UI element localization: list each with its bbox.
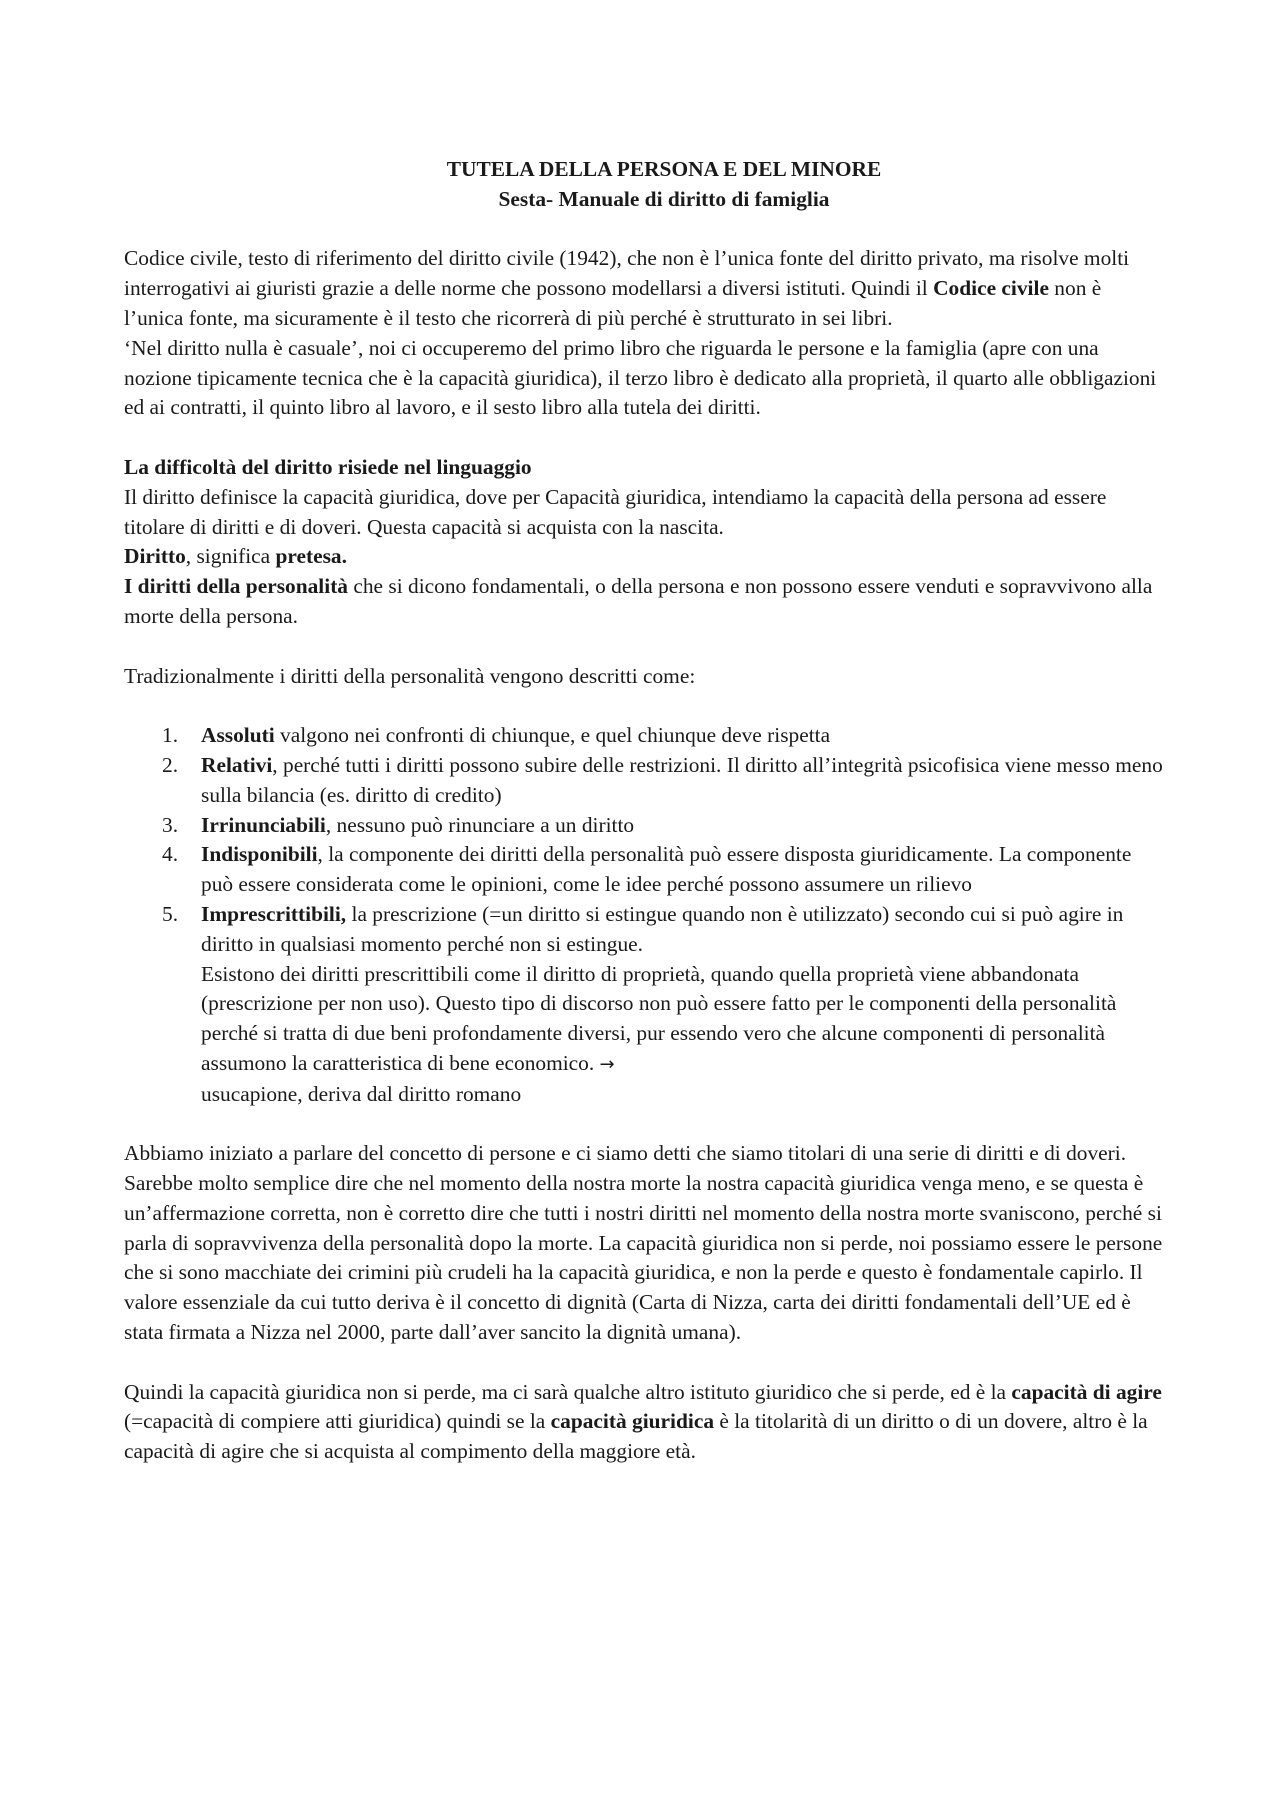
title-block [164,155,1164,215]
list-extra-text: Esistono dei diritti prescrittibili come il diritto di proprietà, quando quella proprietà viene abbandonata (prescrizione per non uso). Questo tipo di discorso non può essere fatto per le componenti della personalità perché si tratta di due beni profondamente diversi, pur essendo vero che alcune componenti di personalità assumono la caratteristica di bene economico. [201,961,1117,1075]
section2-paragraph-1: Abbiamo iniziato a parlare del concetto di persone e ci siamo detti che siamo titolari di una serie di diritti e di doveri. Sarebbe molto semplice dire che nel momento della nostra morte la nostra capacità giuridica venga meno, e se questa è un’affermazione corretta, non è corretto dire che tutti i nostri diritti nel momento della nostra morte svaniscono, perché si parla di sopravvivenza della personalità dopo la morte. La capacità giuridica non si perde, noi possiamo essere le persone che si sono macchiate dei crimini più crudeli ha la capacità giuridica, e non la perde e questo è fondamentale capirlo. Il valore essenziale da cui tutto deriva è il concetto di dignità (Carta di Nizza, carta dei diritti fondamentali dell’UE ed è stata firmata a Nizza nel 2000, parte dall’aver sancito la dignità umana). [124,1141,1163,1345]
text-mid: , significa [185,544,276,569]
list-item [124,721,1164,751]
list-text: , perché tutti i diritti possono subire delle restrizioni. Il diritto all’integrità psicofisica viene messo meno sulla bilancia (es. diritto di credito) [201,752,1163,807]
list-intro: Tradizionalmente i diritti della personalità vengono descritti come: [124,663,696,688]
section1-paragraph-2 [124,542,1164,572]
list-number: 2. [162,752,179,777]
intro-text-end: non è l’unica fonte, ma sicuramente è il testo che ricorrerà di più perché è strutturato in sei libri. [124,276,1102,330]
bold-diritto: Diritto [124,544,186,569]
document-page [124,155,1164,1467]
section1-paragraph-3 [124,572,1164,632]
list-number: 5. [162,901,179,926]
bold-capacita-giuridica: capacità giuridica [550,1409,715,1434]
section1-paragraph-1: Il diritto definisce la capacità giuridica, dove per Capacità giuridica, intendiamo la capacità della persona ad essere titolare di diritti e di doveri. Questa capacità si acquista con la nascita. [124,484,1107,539]
list-extra-end: usucapione, deriva dal diritto romano [201,1081,522,1106]
list-item [124,900,1164,1110]
arrow-right-icon: → [599,1053,615,1075]
list-term: Indisponibili [201,842,318,867]
intro-paragraph-2: ‘Nel diritto nulla è casuale’, noi ci occuperemo del primo libro che riguarda le persone e la famiglia (apre con una nozione tipicamente tecnica che è la capacità giuridica), il terzo libro è dedicato alla proprietà, il quarto alle obbligazioni ed ai contratti, il quinto libro al lavoro, e il sesto libro alla tutela dei diritti. [124,335,1157,420]
section-heading-linguaggio [124,453,1164,483]
list-term: Relativi [201,752,273,777]
text-c: è la titolarità di un diritto o di un dovere, altro è la capacità di agire che si acquista al compimento della maggiore età. [124,1409,1148,1464]
intro-bold-codice-civile: Codice civile [933,276,1049,301]
text-a: Quindi la capacità giuridica non si perde, ma ci sarà qualche altro istituto giuridico che si perde, ed è la [124,1379,1012,1404]
list-item [124,840,1164,900]
list-text: , la componente dei diritti della personalità può essere disposta giuridicamente. La componente può essere considerata come le opinioni, come le idee perché possono assumere un rilievo [201,842,1132,897]
bold-pretesa: pretesa. [275,544,347,569]
intro-paragraph-1 [124,244,1164,333]
list-number: 4. [162,842,179,867]
intro-text: Codice civile, testo di riferimento del diritto civile (1942), che non è l’unica fonte del diritto privato, ma risolve molti interrogativi ai giuristi grazie a delle norme che possono modellarsi a diversi istituti. Quindi il [124,246,1130,301]
list-term: Irrinunciabili [201,812,326,837]
list-text: , nessuno può rinunciare a un diritto [325,812,635,837]
text-rest: che si dicono fondamentali, o della persona e non possono essere venduti e sopravvivono alla morte della persona. [124,574,1153,628]
document-subtitle: Sesta- Manuale di diritto di famiglia [498,186,830,211]
bold-diritti-personalita: I diritti della personalità [124,574,349,599]
list-text: valgono nei confronti di chiunque, e quel chiunque deve rispetta [274,723,831,748]
list-item [124,751,1164,811]
document-title: TUTELA DELLA PERSONA E DEL MINORE [446,157,882,181]
bold-capacita-agire: capacità di agire [1011,1379,1162,1404]
list-number: 3. [162,812,179,837]
list-number: 1. [162,723,179,748]
heading-text: La difficoltà del diritto risiede nel linguaggio [124,454,532,479]
section2-paragraph-2 [124,1378,1164,1467]
list-text: la prescrizione (=un diritto si estingue quando non è utilizzato) secondo cui si può agire in diritto in qualsiasi momento perché non si estingue. [201,901,1124,956]
list-term: Assoluti [201,723,275,748]
rights-list [124,721,1164,1109]
list-item [124,811,1164,841]
text-b: (=capacità di compiere atti giuridica) quindi se la [124,1409,551,1434]
list-term: Imprescrittibili, [201,901,347,926]
